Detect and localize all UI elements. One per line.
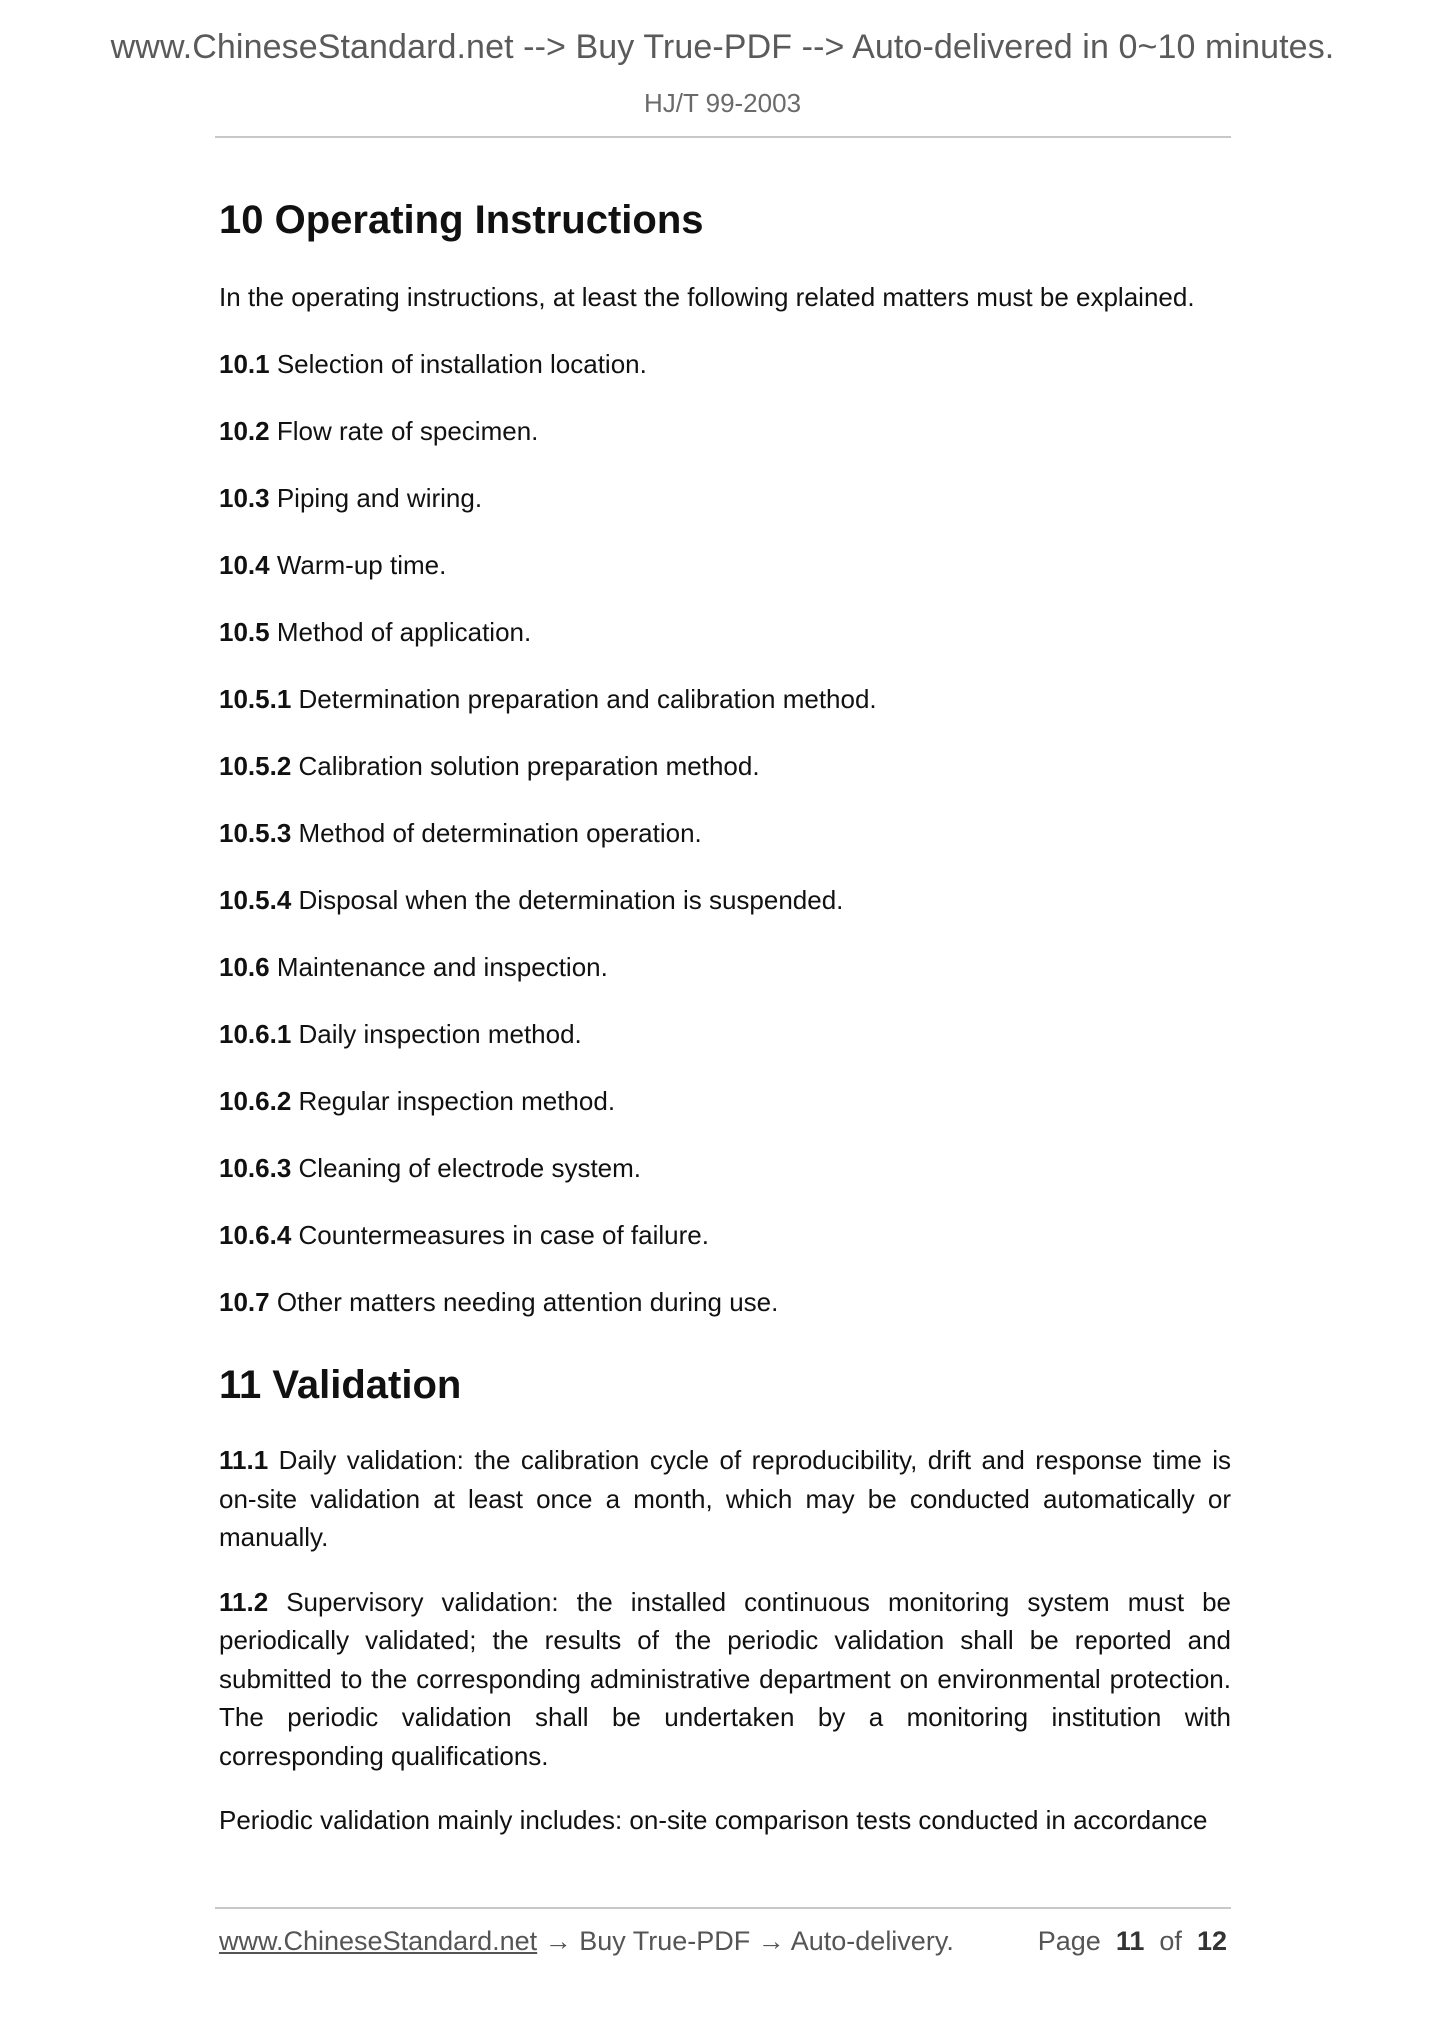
clause-11-1 (219, 1441, 1231, 1557)
clause-item (219, 747, 1231, 785)
periodic-validation-paragraph: Periodic validation mainly includes: on-site comparison tests conducted in accordance (219, 1805, 1208, 1835)
clause-item (219, 546, 1231, 584)
clause-item (219, 613, 1231, 651)
clause-text: Determination preparation and calibration method. (291, 684, 877, 714)
clause-text: Cleaning of electrode system. (291, 1153, 642, 1183)
clause-text: Countermeasures in case of failure. (291, 1220, 709, 1250)
clause-text: Disposal when the determination is suspended. (291, 885, 844, 915)
clause-number: 10.5.4 (219, 885, 292, 915)
section-10-title: 10 Operating Instructions (219, 198, 704, 242)
document-code: HJ/T 99-2003 (643, 88, 802, 118)
clause-text: Method of application. (269, 617, 532, 647)
clause-text: Calibration solution preparation method. (291, 751, 760, 781)
clause-number: 10.3 (219, 483, 270, 513)
clause-number: 11.1 (219, 1445, 269, 1475)
clause-item (219, 1149, 1231, 1187)
clause-text: Selection of installation location. (269, 349, 647, 379)
page-label: Page (1037, 1926, 1101, 1956)
clause-item (219, 814, 1231, 852)
clause-text: Maintenance and inspection. (269, 952, 608, 982)
clause-item (219, 1015, 1231, 1053)
footer-site-link[interactable]: www.ChineseStandard.net (219, 1926, 538, 1956)
clause-number: 10.2 (219, 416, 270, 446)
footer-tagline: → Buy True-PDF → Auto-delivery. (537, 1926, 954, 1956)
clause-text: Flow rate of specimen. (269, 416, 539, 446)
page-total: 12 (1196, 1926, 1227, 1956)
page-footer (219, 1926, 1227, 1957)
clause-text: Piping and wiring. (269, 483, 483, 513)
page-indicator (1038, 1926, 1227, 1957)
clause-number: 11.2 (219, 1586, 269, 1617)
section-10-items (219, 345, 1231, 1321)
clause-item (219, 680, 1231, 718)
clause-number: 10.5.1 (219, 684, 292, 714)
clause-item (219, 412, 1231, 450)
page-number: 11 (1115, 1926, 1145, 1956)
clause-item (219, 479, 1231, 517)
clause-number: 10.4 (219, 550, 270, 580)
clause-number: 10.5.3 (219, 818, 292, 848)
clause-number: 10.6.2 (219, 1086, 292, 1116)
clause-item (219, 1283, 1231, 1321)
header-divider (215, 136, 1231, 138)
clause-item (219, 1216, 1231, 1254)
clause-number: 10.6 (219, 952, 270, 982)
clause-item (219, 948, 1231, 986)
clause-text: Other matters needing attention during use. (269, 1287, 779, 1317)
clause-11-2 (219, 1583, 1231, 1776)
clause-number: 10.6.1 (219, 1019, 292, 1049)
of-label: of (1159, 1926, 1182, 1956)
site-banner: www.ChineseStandard.net --> Buy True-PDF --> Auto-delivered in 0~10 minutes. (110, 28, 1335, 66)
clause-item (219, 881, 1231, 919)
clause-text: Warm-up time. (269, 550, 447, 580)
clause-number: 10.6.3 (219, 1153, 292, 1183)
clause-item (219, 345, 1231, 383)
clause-text: Method of determination operation. (291, 818, 702, 848)
clause-number: 10.7 (219, 1287, 270, 1317)
clause-number: 10.5.2 (219, 751, 292, 781)
clause-text: Supervisory validation: the installed continuous monitoring system must be periodically validated; the results of the periodic validation shall be reported and submitted to the corresponding administrative department on environmental protection. The periodic validation shall be undertaken by a monitoring institution with corresponding qualifications. (219, 1586, 1231, 1771)
clause-number: 10.1 (219, 349, 270, 379)
footer-divider (215, 1907, 1231, 1909)
clause-text: Daily inspection method. (291, 1019, 582, 1049)
section-11-title: 11 Validation (219, 1363, 462, 1407)
section-10-intro: In the operating instructions, at least the following related matters must be explained. (219, 282, 1195, 312)
clause-number: 10.6.4 (219, 1220, 292, 1250)
document-body (219, 190, 1231, 1840)
clause-number: 10.5 (219, 617, 270, 647)
clause-text: Regular inspection method. (291, 1086, 616, 1116)
clause-text: Daily validation: the calibration cycle of reproducibility, drift and response time is on-site validation at least once a month, which may be conducted automatically or manually. (219, 1445, 1231, 1552)
clause-item (219, 1082, 1231, 1120)
